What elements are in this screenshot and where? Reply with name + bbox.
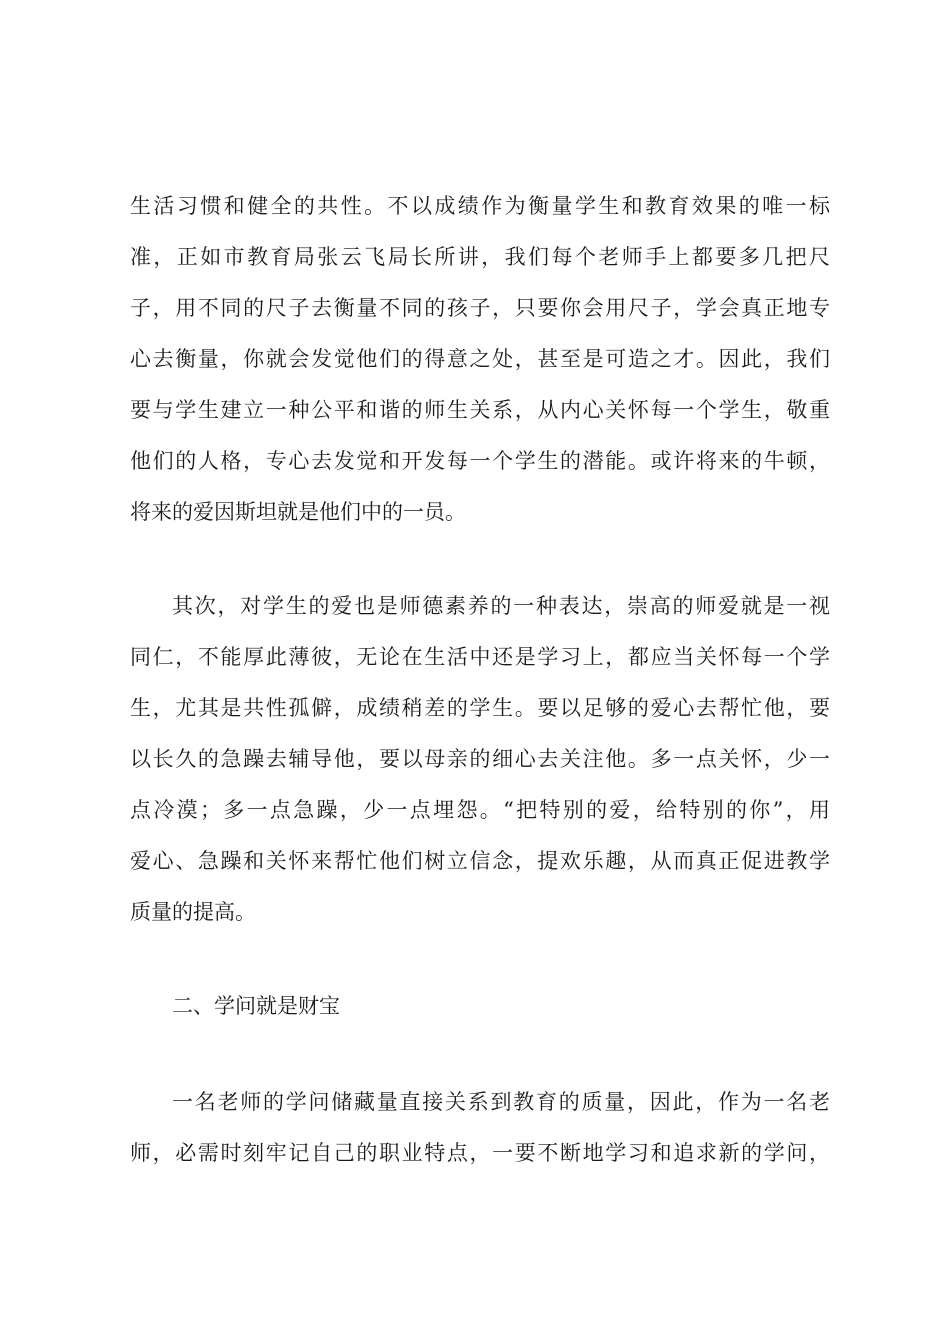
section-heading: 二、学问就是财宝 [172, 994, 340, 1018]
paragraph-3-line-2: 师，必需时刻牢记自己的职业特点，一要不断地学习和追求新的学问， [130, 1141, 830, 1165]
paragraph-2-line-3: 生，尤其是共性孤僻，成绩稍差的学生。要以足够的爱心去帮忙他，要 [130, 696, 830, 720]
paragraph-3-line-1: 一名老师的学问储藏量直接关系到教育的质量，因此，作为一名老 [172, 1090, 830, 1114]
paragraph-2-line-6: 爱心、急躁和关怀来帮忙他们树立信念，提欢乐趣，从而真正促进教学 [130, 849, 830, 873]
paragraph-2-line-4: 以长久的急躁去辅导他，要以母亲的细心去关注他。多一点关怀，少一 [130, 747, 830, 771]
paragraph-1-line-5: 要与学生建立一种公平和谐的师生关系，从内心关怀每一个学生，敬重 [130, 398, 830, 422]
paragraph-1-line-1: 生活习惯和健全的共性。不以成绩作为衡量学生和教育效果的唯一标 [130, 194, 830, 218]
paragraph-1-line-6: 他们的人格，专心去发觉和开发每一个学生的潜能。或许将来的牛顿， [130, 449, 830, 473]
paragraph-1-line-3: 子，用不同的尺子去衡量不同的孩子，只要你会用尺子，学会真正地专 [130, 296, 830, 320]
paragraph-1-line-4: 心去衡量，你就会发觉他们的得意之处，甚至是可造之才。因此，我们 [130, 347, 830, 371]
paragraph-2-line-1: 其次，对学生的爱也是师德素养的一种表达，崇高的师爱就是一视 [172, 594, 830, 618]
paragraph-2-line-7: 质量的提高。 [130, 900, 256, 924]
paragraph-2-line-2: 同仁，不能厚此薄彼，无论在生活中还是学习上，都应当关怀每一个学 [130, 645, 830, 669]
paragraph-1-line-2: 准，正如市教育局张云飞局长所讲，我们每个老师手上都要多几把尺 [130, 245, 830, 269]
paragraph-1-line-7: 将来的爱因斯坦就是他们中的一员。 [130, 500, 466, 524]
paragraph-2-line-5: 点冷漠；多一点急躁，少一点埋怨。“把特别的爱，给特别的你”，用 [130, 798, 830, 822]
